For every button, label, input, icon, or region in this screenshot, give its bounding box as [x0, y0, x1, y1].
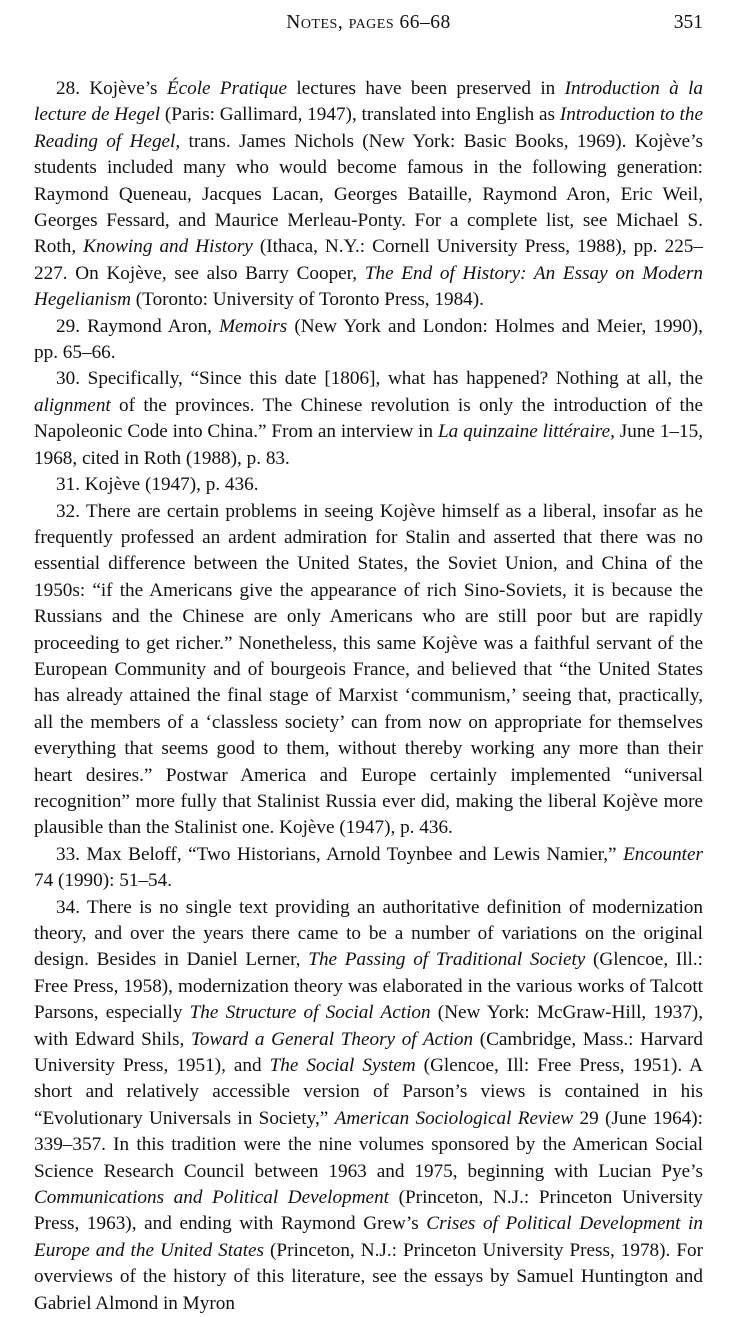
note-text: (Ithaca, N.Y.: Cornell University Press, 1988), pp. 225–227. On Kojève, see also Barry Cooper, — [34, 236, 703, 284]
italic-text: La quinzaine littéraire, — [437, 421, 615, 443]
note-text: 29 (June 1964): 339–357. In this tradition were the nine volumes sponsored by the American Social Science Research Council between 1963 and 1975, beginning with Lucian Pye’s — [34, 1107, 703, 1182]
note-text: Specifically, “Since this date [1806], what has happened? Nothing at all, the — [79, 368, 703, 390]
note-text: (Toronto: University of Toronto Press, 1984). — [131, 289, 484, 311]
note-text: June 1–15, 1968, cited in Roth (1988), p. 83. — [34, 421, 703, 469]
note-text: 74 (1990): 51–54. — [34, 870, 173, 892]
note-text: (Cambridge, Mass.: Harvard University Press, 1951), and — [34, 1028, 703, 1077]
running-title: Notes, pages 66–68 — [286, 12, 451, 33]
italic-text: Crises of Political Development in Europe and the United States — [34, 1213, 703, 1261]
page-number: 351 — [673, 12, 703, 33]
note-text: There is no single text providing an authoritative definition of modernization theory, and over the years there came to be a number of variations on the original design. Besides in Daniel Lerner, — [34, 896, 703, 971]
endnotes-list — [34, 76, 703, 1317]
note-text: Raymond Aron, — [79, 315, 220, 337]
italic-text: The End of History: An Essay on Modern Hegelianism — [34, 262, 704, 311]
italic-text: Toward a General Theory of Action — [190, 1028, 474, 1050]
italic-text: Introduction à la lecture de Hegel — [34, 78, 704, 126]
italic-text: Introduction to the Reading of Hegel, — [34, 104, 703, 152]
italic-text: Encounter — [623, 843, 703, 865]
endnote-number: 31. — [56, 474, 80, 496]
endnote — [34, 366, 703, 472]
endnote — [34, 76, 703, 314]
note-text: Max Beloff, “Two Historians, Arnold Toynbee and Lewis Namier,” — [79, 843, 624, 865]
note-text: Kojève’s — [79, 78, 167, 99]
note-text: Kojève (1947), p. 436. — [79, 474, 259, 496]
note-text: (Glencoe, Ill: Free Press, 1951). A short and relatively accessible version of Parson’s views is contained in his “Evolutionary Universals in Society,” — [34, 1055, 703, 1129]
note-text: (New York and London: Holmes and Meier, 1990), pp. 65–66. — [34, 315, 703, 364]
italic-text: American Sociological Review — [334, 1107, 574, 1129]
note-text: lectures have been preserved in — [287, 78, 565, 99]
endnote-number: 28. — [56, 78, 80, 99]
note-text: (Princeton, N.J.: Princeton University Press, 1963), and ending with Raymond Grew’s — [34, 1187, 703, 1235]
endnote-number: 32. — [56, 500, 80, 522]
note-text: (Glencoe, Ill.: Free Press, 1958), modernization theory was elaborated in the various works of Talcott Parsons, especially — [34, 949, 703, 1024]
italic-text: Memoirs — [219, 315, 288, 337]
endnote — [34, 314, 703, 367]
endnote — [34, 499, 703, 842]
italic-text: Communications and Political Development — [34, 1187, 389, 1209]
endnote-number: 30. — [56, 368, 80, 390]
endnote-number: 29. — [56, 315, 80, 337]
note-text: (Princeton, N.J.: Princeton University Press, 1978). For overviews of the history of this literature, see the essays by Samuel Huntington and Gabriel Almond in Myron — [34, 1239, 703, 1314]
endnote-number: 34. — [56, 896, 80, 918]
running-head — [34, 0, 703, 44]
endnote — [34, 472, 703, 498]
note-text: of the provinces. The Chinese revolution is only the introduction of the Napoleonic Code into China.” From an interview in — [34, 394, 703, 443]
endnote — [34, 895, 703, 1317]
note-text: There are certain problems in seeing Kojève himself as a liberal, insofar as he frequently professed an ardent admiration for Stalin and asserted that there was no essential difference between the United States, the Soviet Union, and China of the 1950s: “if the Americans give the appearance of rich Sino-Soviets, it is because the Russians and the Chinese are only Americans who are still poor but are rapidly proceeding to get richer.” Nonetheless, this same Kojève was a faithful servant of the European Community and of bourgeois France, and believed that “the United States has already attained the final stage of Marxist ‘communism,’ seeing that, practically, all the members of a ‘classless society’ can from now on appropriate for themselves everything that seems good to them, without thereby working any more than their heart desires.” Postwar America and Europe certainly implemented “universal recognition” more fully that Stalinist Russia ever did, making the liberal Kojève more plausible than the Stalinist one. Kojève (1947), p. 436. — [34, 500, 703, 839]
italic-text: École Pratique — [166, 78, 288, 99]
note-text: (New York: McGraw-Hill, 1937), with Edward Shils, — [34, 1002, 703, 1050]
endnote — [34, 842, 703, 895]
italic-text: The Structure of Social Action — [189, 1002, 431, 1024]
italic-text: alignment — [34, 394, 111, 416]
endnote-number: 33. — [56, 843, 80, 865]
note-text: (Paris: Gallimard, 1947), translated into English as — [160, 104, 560, 126]
italic-text: Knowing and History — [83, 236, 253, 258]
italic-text: The Passing of Traditional Society — [308, 949, 586, 971]
note-text: trans. James Nichols (New York: Basic Books, 1969). Kojève’s students included many who would become famous in the following generation: Raymond Queneau, Jacques Lacan, Georges Bataille, Raymond Aron, Eric Weil, Georges Fessard, and Maurice Merleau-Ponty. For a complete list, see Michael S. Roth, — [34, 130, 703, 258]
italic-text: The Social System — [269, 1055, 416, 1077]
